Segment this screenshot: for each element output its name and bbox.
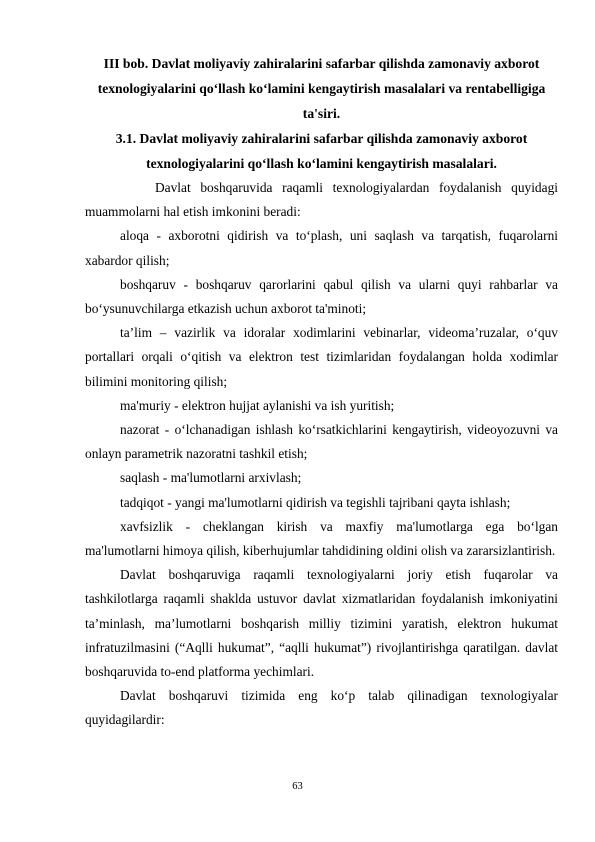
paragraph-intro: Davlat boshqaruvida raqamli texnologiyalardan foydalanish quyidagi muammolarni hal etish imkonini beradi: [85, 180, 558, 220]
paragraph-education: ta’lim – vazirlik va idoralar xodimlarini vebinarlar, videoma’ruzalar, o‘quv portallari orqali o‘qitish va elektron test tizimlaridan foydalangan holda xodimlar bilimini monitoring qilish; [85, 325, 558, 389]
paragraph-storage: saqlash - ma'lumotlarni arxivlash; [120, 470, 302, 486]
paragraph-demanded-technologies: Davlat boshqaruvi tizimida eng ko‘p talab qilinadigan texnologiyalar quyidagilardir: [85, 688, 558, 728]
paragraph-research: tadqiqot - yangi ma'lumotlarni qidirish va tegishli tajribani qayta ishlash; [120, 494, 511, 510]
chapter-title: III bob. Davlat moliyaviy zahiralarini safarbar qilishda zamonaviy axborot texnologiyalarini qo‘llash ko‘lamini kengaytirish masalalari va rentabelligiga ta'siri. [97, 56, 546, 121]
section-title: 3.1. Davlat moliyaviy zahiralarini safarbar qilishda zamonaviy axborot texnologiyalarini qo‘llash ko‘lamini kengaytirish masalalari. [115, 131, 528, 171]
paragraph-security: xavfsizlik - cheklangan kirish va maxfiy ma'lumotlarga ega bo‘lgan ma'lumotlarni himoya qilish, kiberhujumlar tahdidining oldini olish va zararsizlantirish. [85, 518, 558, 559]
paragraph-management: boshqaruv - boshqaruv qarorlarini qabul qilish va ularni quyi rahbarlar va bo‘ysunuvchilarga etkazish uchun axborot ta'minoti; [85, 276, 558, 317]
paragraph-communication: aloqa - axborotni qidirish va to‘plash, uni saqlash va tarqatish, fuqarolarni xabardor qilish; [85, 228, 558, 268]
paragraph-administrative: ma'muriy - elektron hujjat aylanishi va ish yuritish; [120, 397, 395, 413]
paragraph-control: nazorat - o‘lchanadigan ishlash ko‘rsatkichlarini kengaytirish, videoyozuvni va onlayn parametrik nazoratni tashkil etish; [85, 422, 558, 462]
paragraph-digital-implementation: Davlat boshqaruviga raqamli texnologiyalarni joriy etish fuqarolar va tashkilotlarga raqamli shaklda ustuvor davlat xizmatlaridan foydalanish imkoniyatini ta’minlash, ma’lumotlarni boshqarish milliy tizimini yaratish, elektron hukumat infratuzilmasini (“Aqlli hukumat”, “aqlli hukumat”) rivojlantirishga qaratilgan. davlat boshqaruvida to-end platforma yechimlari. [85, 567, 558, 680]
page-number: 63 [292, 781, 303, 792]
document-page [85, 51, 558, 733]
